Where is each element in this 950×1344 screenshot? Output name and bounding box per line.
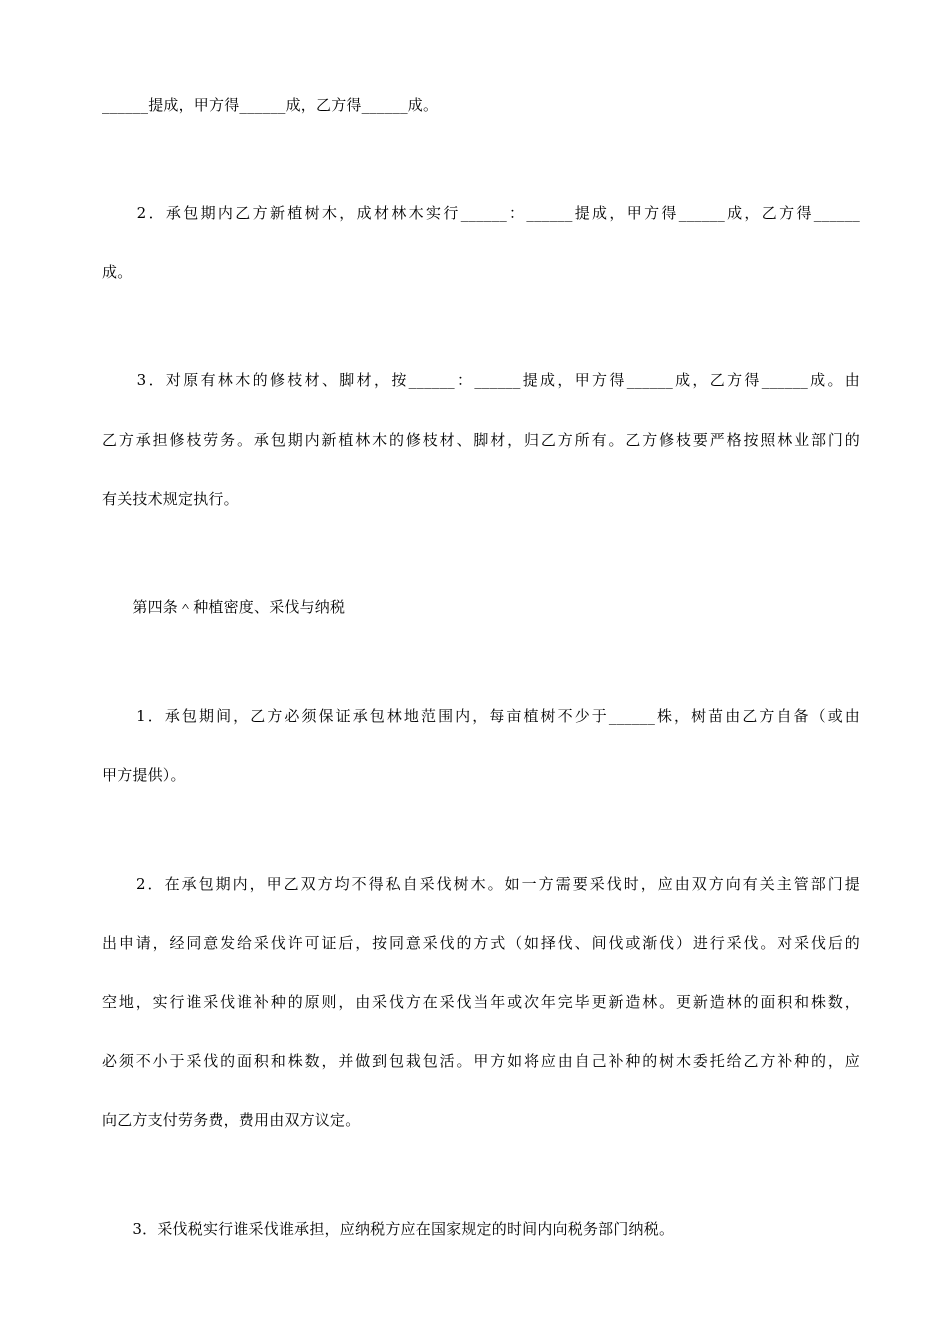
text-line-5: 乙方承担修枝劳务。承包期内新植林木的修枝材、脚材，归乙方所有。乙方修枝要严格按照林业部门的: [102, 431, 860, 449]
text-line-14: 向乙方支付劳务费，费用由双方议定。: [102, 1111, 361, 1129]
text-line-12: 空地，实行谁采伐谁补种的原则，由采伐方在采伐当年或次年完毕更新造林。更新造林的面积和株数，: [102, 993, 860, 1011]
text-line-9: 甲方提供）。: [102, 766, 186, 784]
text-line-13: 必须不小于采伐的面积和株数，并做到包栽包活。甲方如将应由自己补种的树木委托给乙方补种的，应: [102, 1052, 860, 1070]
text-line-2: 2．承包期内乙方新植树木，成材林木实行______：______提成，甲方得______成，乙方得______: [102, 204, 860, 222]
text-line-11: 出申请，经同意发给采伐许可证后，按同意采伐的方式（如择伐、间伐或渐伐）进行采伐。对采伐后的: [102, 934, 860, 952]
text-line-6: 有关技术规定执行。: [102, 490, 239, 508]
text-line-1: ______提成，甲方得______成，乙方得______成。: [102, 96, 439, 114]
section-heading: 第四条＾种植密度、采伐与纳税: [102, 598, 346, 616]
text-line-15: 3．采伐税实行谁采伐谁承担，应纳税方应在国家规定的时间内向税务部门纳税。: [102, 1220, 675, 1238]
text-line-4: 3．对原有林木的修枝材、脚材，按______：______提成，甲方得______成，乙方得______成。由: [102, 371, 860, 389]
text-line-8: 1．承包期间，乙方必须保证承包林地范围内，每亩植树不少于______株，树苗由乙方自备（或由: [102, 707, 860, 725]
text-line-3: 成。: [102, 263, 133, 281]
text-line-10: 2．在承包期内，甲乙双方均不得私自采伐树木。如一方需要采伐时，应由双方向有关主管部门提: [102, 875, 860, 893]
